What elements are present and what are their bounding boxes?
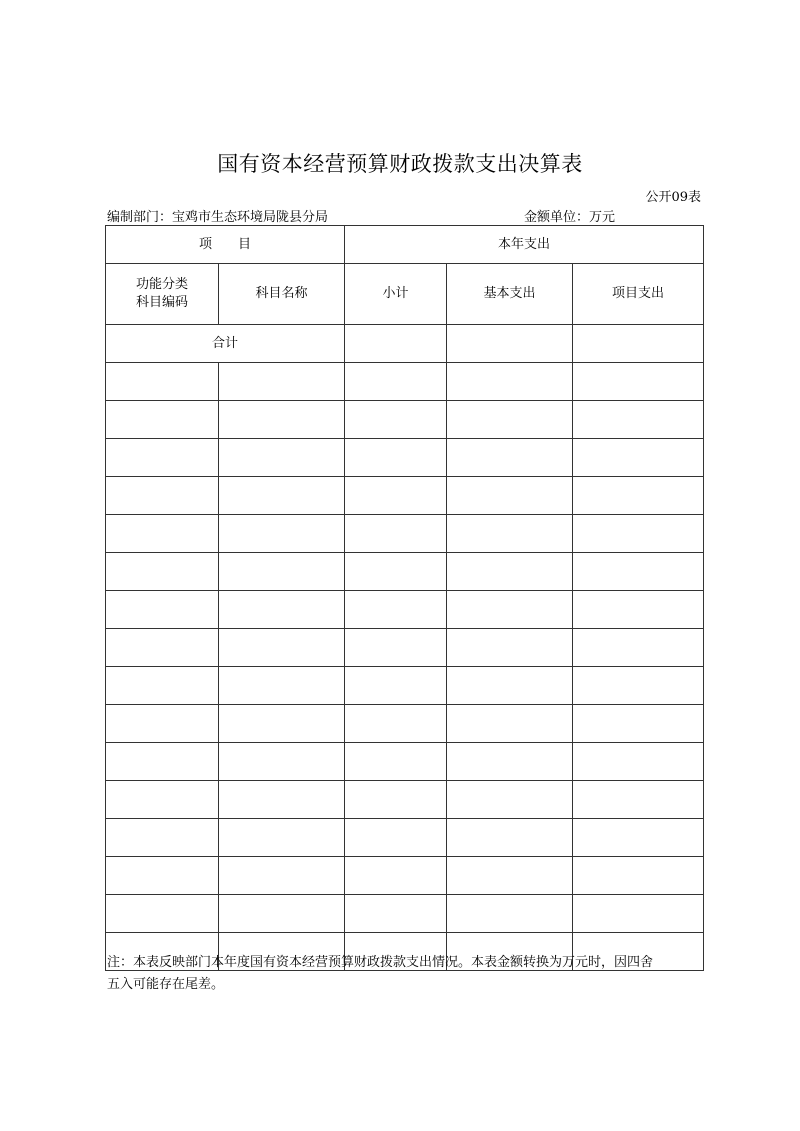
- table-cell: [219, 895, 345, 933]
- table-row: [106, 781, 704, 819]
- table-cell: [106, 439, 219, 477]
- table-cell: [219, 781, 345, 819]
- table-cell: [573, 439, 704, 477]
- table-cell: [219, 363, 345, 401]
- table-cell: [573, 401, 704, 439]
- table-cell: [345, 363, 447, 401]
- table-cell: [447, 743, 573, 781]
- table-cell: [573, 705, 704, 743]
- table-cell: [345, 743, 447, 781]
- table-cell: [345, 629, 447, 667]
- table-cell: [345, 819, 447, 857]
- table-cell: [219, 439, 345, 477]
- table-cell: [219, 401, 345, 439]
- table-cell: [106, 819, 219, 857]
- expenditure-table: [105, 225, 704, 971]
- table-cell: [106, 629, 219, 667]
- table-cell: [345, 895, 447, 933]
- table-cell: [447, 667, 573, 705]
- table-row: [106, 705, 704, 743]
- footnote: [107, 952, 703, 996]
- header-basic-expenditure: 基本支出: [447, 264, 573, 325]
- table-cell: [345, 515, 447, 553]
- header-current-year: 本年支出: [345, 226, 704, 264]
- table-cell: [106, 743, 219, 781]
- table-cell: [219, 857, 345, 895]
- table-row: [106, 819, 704, 857]
- table-cell: [219, 667, 345, 705]
- table-row: [106, 401, 704, 439]
- total-subtotal-cell: [345, 325, 447, 363]
- table-cell: [219, 629, 345, 667]
- table-row: [106, 667, 704, 705]
- table-cell: [345, 667, 447, 705]
- table-row: [106, 439, 704, 477]
- table-cell: [573, 781, 704, 819]
- table-cell: [106, 857, 219, 895]
- table-cell: [573, 591, 704, 629]
- total-label: 合计: [106, 325, 345, 363]
- table-row: [106, 363, 704, 401]
- header-function-code-line2: 科目编码: [135, 295, 188, 310]
- table-cell: [345, 401, 447, 439]
- table-row: [106, 515, 704, 553]
- table-cell: [447, 515, 573, 553]
- table-cell: [573, 629, 704, 667]
- table-cell: [219, 705, 345, 743]
- table-cell: [573, 895, 704, 933]
- table-row: [106, 591, 704, 629]
- header-row-1: [106, 226, 704, 264]
- table-row: [106, 553, 704, 591]
- table-cell: [345, 591, 447, 629]
- table-cell: [106, 363, 219, 401]
- table-row: [106, 629, 704, 667]
- table-cell: [447, 857, 573, 895]
- table-cell: [106, 781, 219, 819]
- table-cell: [219, 819, 345, 857]
- table-cell: [447, 401, 573, 439]
- unit-label: 金额单位：万元: [524, 210, 616, 225]
- table-cell: [573, 515, 704, 553]
- table-cell: [447, 439, 573, 477]
- table-cell: [447, 477, 573, 515]
- table-cell: [106, 401, 219, 439]
- table-cell: [447, 705, 573, 743]
- table-cell: [106, 477, 219, 515]
- table-cell: [106, 667, 219, 705]
- table-cell: [345, 705, 447, 743]
- table-cell: [573, 477, 704, 515]
- header-function-code-line1: 功能分类: [135, 277, 188, 292]
- header-function-code: [106, 264, 219, 325]
- table-row: [106, 895, 704, 933]
- table-cell: [106, 515, 219, 553]
- table-cell: [447, 819, 573, 857]
- table-cell: [219, 515, 345, 553]
- table-cell: [219, 743, 345, 781]
- total-project-cell: [573, 325, 704, 363]
- table-cell: [219, 477, 345, 515]
- total-basic-cell: [447, 325, 573, 363]
- form-number: 公开09表: [645, 190, 701, 205]
- table-cell: [447, 781, 573, 819]
- table-cell: [219, 591, 345, 629]
- table-cell: [447, 553, 573, 591]
- table-cell: [345, 857, 447, 895]
- table-cell: [345, 439, 447, 477]
- table-cell: [106, 705, 219, 743]
- table-row: [106, 743, 704, 781]
- table-cell: [447, 895, 573, 933]
- header-subject-name: 科目名称: [219, 264, 345, 325]
- table-cell: [219, 553, 345, 591]
- table-cell: [573, 667, 704, 705]
- table-cell: [447, 629, 573, 667]
- table-cell: [573, 857, 704, 895]
- table-cell: [573, 819, 704, 857]
- table-cell: [106, 895, 219, 933]
- footnote-line-2: 五入可能存在尾差。: [107, 977, 225, 992]
- table-row: [106, 477, 704, 515]
- table-cell: [573, 363, 704, 401]
- table-cell: [573, 553, 704, 591]
- header-row-2: [106, 264, 704, 325]
- header-project-expenditure: 项目支出: [573, 264, 704, 325]
- footnote-line-1: 注：本表反映部门本年度国有资本经营预算财政拨款支出情况。本表金额转换为万元时，因四舍: [107, 955, 654, 970]
- table-row: [106, 857, 704, 895]
- total-row: [106, 325, 704, 363]
- page-title: 国有资本经营预算财政拨款支出决算表: [217, 152, 583, 176]
- table-cell: [345, 477, 447, 515]
- table-cell: [345, 553, 447, 591]
- table-cell: [106, 591, 219, 629]
- department-label: 编制部门：宝鸡市生态环境局陇县分局: [107, 210, 329, 225]
- table-cell: [573, 743, 704, 781]
- table-cell: [345, 781, 447, 819]
- table-cell: [106, 553, 219, 591]
- header-item: 项 目: [106, 226, 345, 264]
- header-subtotal: 小计: [345, 264, 447, 325]
- table-cell: [447, 591, 573, 629]
- table-cell: [447, 363, 573, 401]
